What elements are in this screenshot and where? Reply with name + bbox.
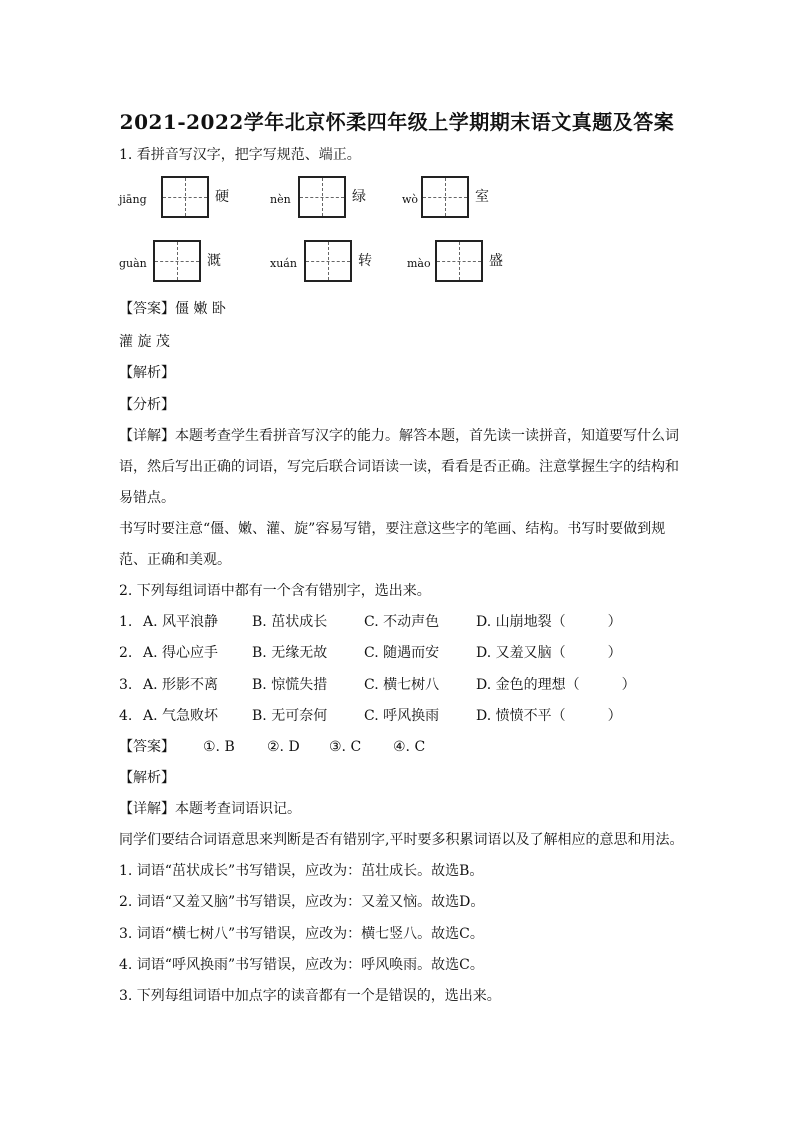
option-b: B. 茁状成长 [252,614,328,630]
pinyin-label: mào [407,257,431,270]
option-a: A. 风平浪静 [143,614,219,630]
option-d: D. 山崩地裂（ ） [476,614,622,630]
option-c: C. 横七树八 [364,677,440,693]
word-suffix: 盛 [489,253,503,269]
answer-tag: 【答案】 [119,301,175,317]
q2-group-4 [119,707,679,725]
writing-box[interactable] [298,176,346,218]
writing-box[interactable] [161,176,209,218]
q1-answer-line-2: 灌 旋 茂 [119,334,170,350]
writing-box[interactable] [435,240,483,282]
word-suffix: 室 [475,189,489,205]
q1-pinyin-row-1 [119,176,719,222]
word-suffix: 转 [358,253,372,269]
option-a: A. 形影不离 [143,677,219,693]
group-number: 1. [119,614,133,630]
group-number: 4. [119,708,133,724]
detail-tag: 【详解】 [119,428,175,444]
answer-2: ②. D [267,739,300,755]
q2-prompt: 2. 下列每组词语中都有一个含有错别字，选出来。 [119,583,431,599]
group-number: 3. [119,677,133,693]
q1-analysis-tag: 【解析】 [119,365,175,381]
q2-explanation-1: 1. 词语“茁状成长”书写错误，应改为：茁壮成长。故选B。 [119,863,484,879]
page-title: 2021-2022学年北京怀柔四年级上学期期末语文真题及答案 [119,110,675,134]
option-b: B. 无缘无故 [252,645,328,661]
detail-tag: 【详解】 [119,801,175,817]
q2-group-1 [119,613,679,631]
option-c: C. 不动声色 [364,614,440,630]
q1-detail-line-4: 书写时要注意“僵、嫩、灌、旋”容易写错，要注意这些字的笔画、结构。书写时要做到规 [119,521,666,537]
writing-box[interactable] [153,240,201,282]
q2-group-3 [119,676,679,694]
option-c: C. 随遇而安 [364,645,440,661]
writing-box[interactable] [304,240,352,282]
option-d: D. 金色的理想（ ） [476,677,636,693]
group-number: 2. [119,645,133,661]
q2-answer [119,738,519,756]
pinyin-label: wò [402,193,419,206]
q2-detail-line-2: 同学们要结合词语意思来判断是否有错别字,平时要多积累词语以及了解相应的意思和用法。 [119,832,684,848]
pinyin-label: nèn [270,193,291,206]
q1-pinyin-row-2 [119,240,719,286]
detail-text: 本题考查词语识记。 [175,801,301,817]
q1-detail-line-3: 易错点。 [119,490,175,506]
q1-fenxi-tag: 【分析】 [119,397,175,413]
answer-3: ③. C [329,739,362,755]
answer-4: ④. C [393,739,426,755]
pinyin-label: guàn [119,257,147,270]
answer-1: ①. B [203,739,235,755]
q2-explanation-4: 4. 词语“呼风换雨”书写错误，应改为：呼风唤雨。故选C。 [119,957,484,973]
option-b: B. 无可奈何 [252,708,328,724]
option-b: B. 惊慌失措 [252,677,328,693]
q2-explanation-2: 2. 词语“又羞又脑”书写错误，应改为：又羞又恼。故选D。 [119,894,485,910]
q1-detail-line-5: 范、正确和美观。 [119,552,231,568]
option-c: C. 呼风换雨 [364,708,440,724]
q3-prompt: 3. 下列每组词语中加点字的读音都有一个是错误的，选出来。 [119,988,501,1004]
q2-group-2 [119,644,679,662]
q2-analysis-tag: 【解析】 [119,770,175,786]
writing-box[interactable] [421,176,469,218]
q1-answer [119,300,226,318]
detail-text: 本题考查学生看拼音写汉字的能力。解答本题，首先读一读拼音，知道要写什么词 [175,428,679,444]
option-d: D. 又羞又脑（ ） [476,645,622,661]
option-d: D. 愤愤不平（ ） [476,708,622,724]
answer-tag: 【答案】 [119,739,175,755]
q2-explanation-3: 3. 词语“横七树八”书写错误，应改为：横七竖八。故选C。 [119,926,484,942]
word-suffix: 溉 [207,253,221,269]
word-suffix: 绿 [352,189,366,205]
q2-detail-line-1 [119,800,301,818]
q1-detail-line-2: 语，然后写出正确的词语，写完后联合词语读一读，看看是否正确。注意掌握生字的结构和 [119,459,679,475]
answer-text: 僵 嫩 卧 [175,301,226,317]
option-a: A. 气急败坏 [143,708,219,724]
q1-prompt: 1. 看拼音写汉字，把字写规范、端正。 [119,147,361,163]
option-a: A. 得心应手 [143,645,219,661]
q1-detail-line-1 [119,427,679,445]
pinyin-label: xuán [270,257,297,270]
pinyin-label: jiāng [119,193,147,206]
word-suffix: 硬 [215,189,229,205]
